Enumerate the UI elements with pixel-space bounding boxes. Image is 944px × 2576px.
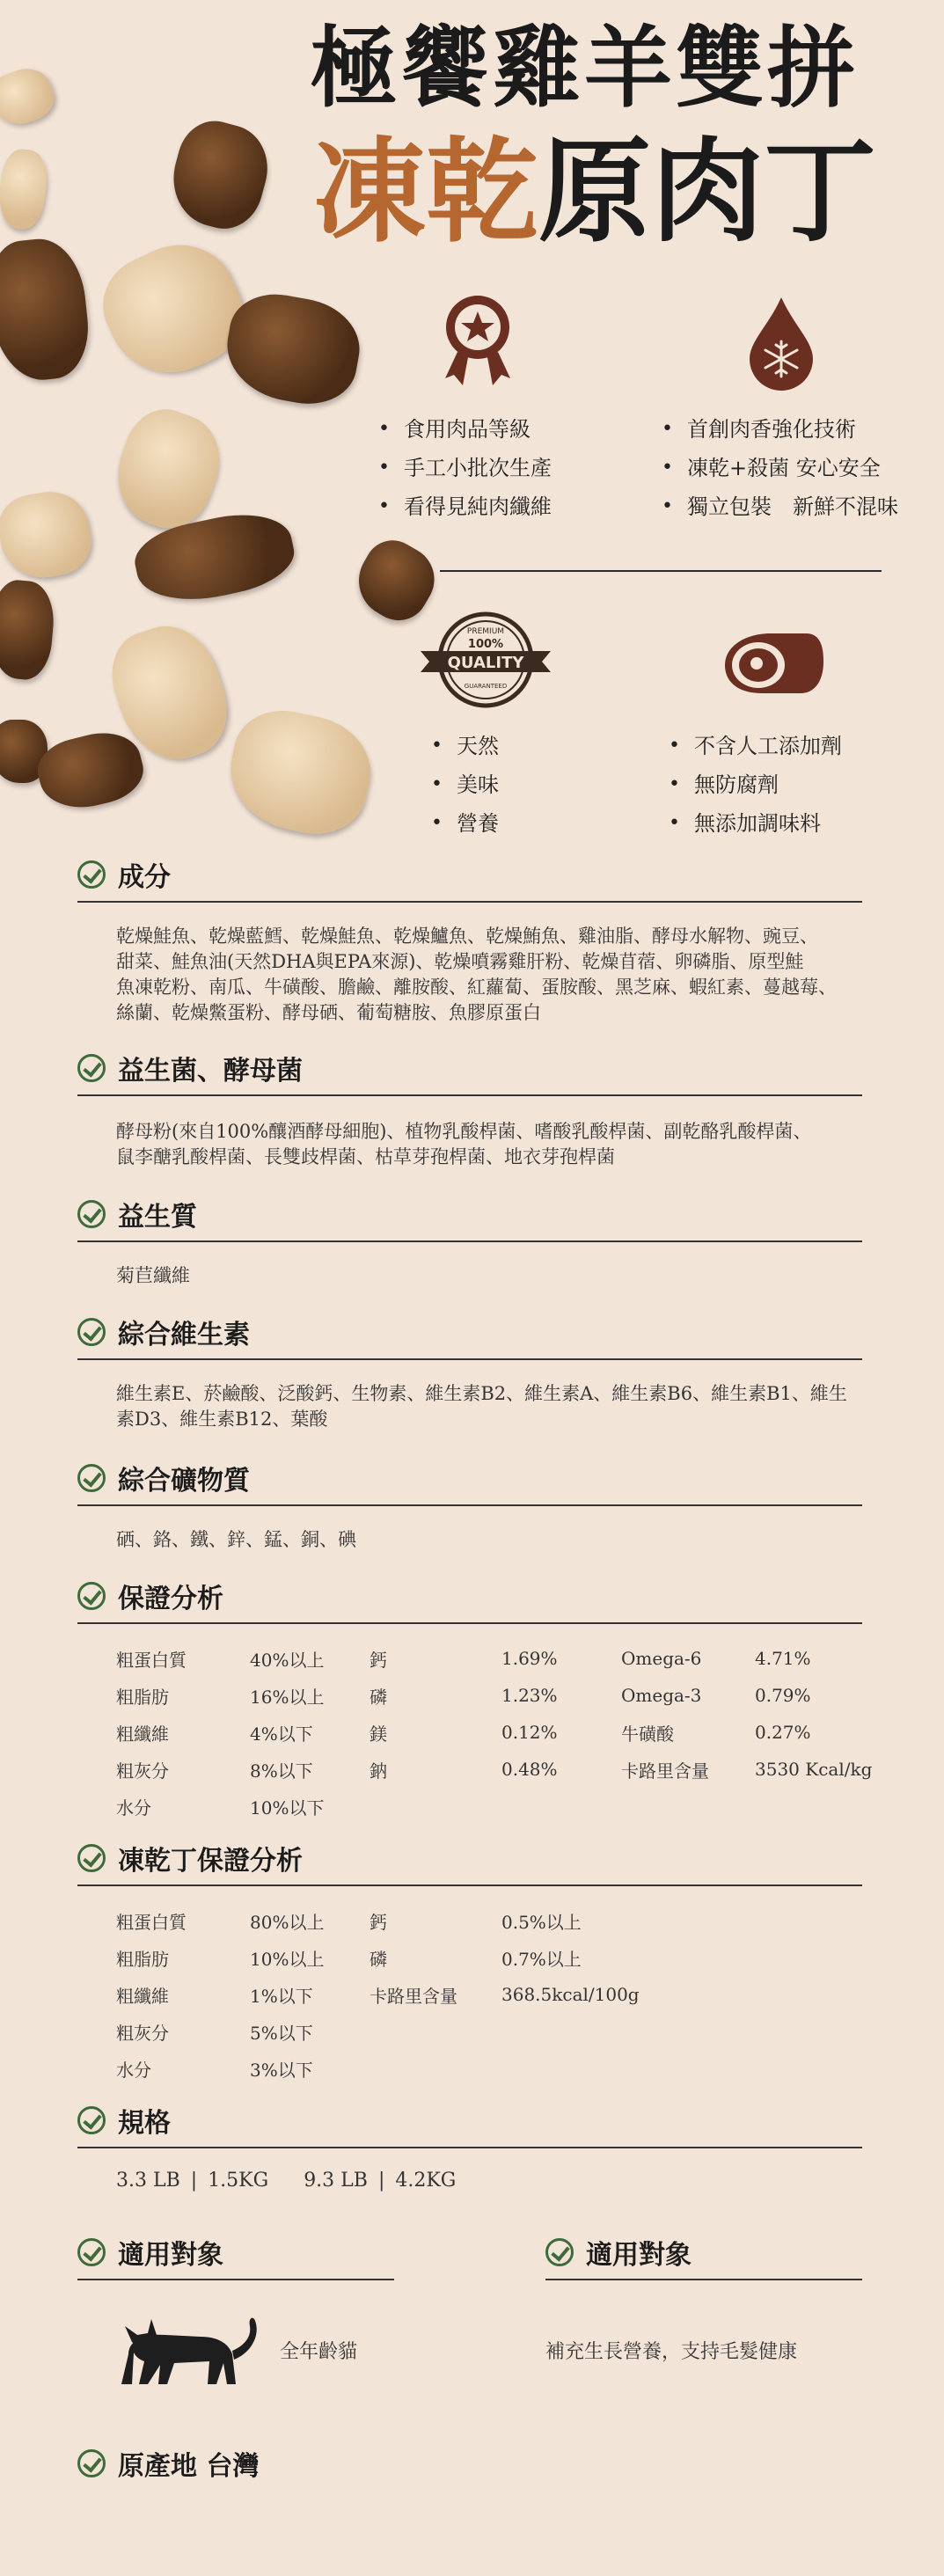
- quality-badge-icon: [417, 609, 554, 714]
- table-cell: 卡路里含量: [370, 1985, 457, 2007]
- section-vitamins-header: [77, 1313, 862, 1360]
- feature-item: • 看得見純肉纖維: [378, 487, 552, 526]
- check-circle-icon: [77, 860, 106, 889]
- table-cell: 牛磺酸: [621, 1723, 674, 1745]
- table-cell: 粗蛋白質: [116, 1649, 187, 1671]
- section-target-left-header: [77, 2233, 394, 2280]
- feature-list-right: [662, 410, 898, 526]
- spec-item: 9.3 LB: [304, 2170, 368, 2192]
- guaranteed-analysis-table: [116, 1640, 887, 1825]
- table-row: [116, 1751, 887, 1788]
- table-cell: 鈉: [370, 1760, 387, 1782]
- title-accent: 凍乾: [313, 126, 539, 258]
- text-line: 素D3、維生素B12、葉酸: [116, 1409, 328, 1430]
- table-cell: 磷: [370, 1948, 387, 1970]
- text-line: 絲蘭、乾燥鱉蛋粉、酵母硒、葡萄糖胺、魚膠原蛋白: [116, 1002, 541, 1023]
- table-cell: [755, 1788, 887, 1825]
- feature2-item: • 美味: [431, 765, 499, 804]
- table-cell: 4.71%: [755, 1648, 811, 1669]
- table-cell: [501, 1788, 621, 1825]
- table-cell: 0.48%: [501, 1759, 558, 1780]
- table-row: [116, 1677, 887, 1714]
- section-probiotics-header: [77, 1049, 862, 1096]
- text-line: 酵母粉(來自100%釀酒酵母細胞)、植物乳酸桿菌、嗜酸乳酸桿菌、副乾酪乳酸桿菌、: [116, 1121, 812, 1142]
- section-title: 益生菌、酵母菌: [118, 1056, 303, 1087]
- ingredients-text: [116, 924, 864, 1026]
- section-title: 原產地 台灣: [118, 2451, 260, 2482]
- spec-sizes: 3.3 LB | 1.5KG 9.3 LB | 4.2KG: [116, 2170, 457, 2192]
- spec-item: 1.5KG: [208, 2170, 269, 2192]
- spec-item: 3.3 LB: [116, 2170, 180, 2192]
- feature-item: • 首創肉香強化技術: [662, 410, 898, 449]
- check-circle-icon: [77, 2106, 106, 2134]
- table-cell: 粗纖維: [116, 1985, 169, 2007]
- table-cell: 3530 Kcal/kg: [755, 1759, 873, 1780]
- feature-divider: [440, 570, 882, 572]
- table-cell: [370, 2050, 501, 2087]
- check-circle-icon: [77, 1318, 106, 1346]
- table-row: [116, 2013, 677, 2050]
- check-circle-icon: [77, 1200, 106, 1228]
- check-circle-icon: [77, 1464, 106, 1492]
- table-row: [116, 1640, 887, 1677]
- table-cell: 粗灰分: [116, 1760, 169, 1782]
- table-cell: 0.7%以上: [501, 1948, 582, 1970]
- text-line: 硒、鉻、鐵、鋅、錳、銅、碘: [116, 1529, 356, 1550]
- product-title-line1: 極饗雞羊雙拼: [310, 16, 859, 120]
- snowflake-drop-icon: [746, 296, 816, 391]
- feature-item: • 凍乾+殺菌 安心安全: [662, 449, 898, 487]
- minerals-text: [116, 1527, 864, 1553]
- table-cell: 水分: [116, 1797, 151, 1819]
- prebiotics-text: [116, 1263, 864, 1289]
- table-cell: 卡路里含量: [621, 1760, 709, 1782]
- badge-top-text: PREMIUM: [466, 627, 505, 636]
- text-line: 維生素E、菸鹼酸、泛酸鈣、生物素、維生素B2、維生素A、維生素B6、維生素B1、維生: [116, 1383, 847, 1404]
- table-cell: 4%以下: [250, 1723, 313, 1745]
- text-line: 鼠李醣乳酸桿菌、長雙歧桿菌、枯草芽孢桿菌、地衣芽孢桿菌: [116, 1146, 615, 1167]
- table-cell: [370, 2013, 501, 2050]
- feature2-item: • 無防腐劑: [669, 765, 842, 804]
- award-medal-icon: [438, 290, 517, 389]
- badge-main-text: QUALITY: [447, 654, 524, 672]
- feature-item: • 獨立包裝 新鮮不混味: [662, 487, 898, 526]
- table-cell: 粗灰分: [116, 2022, 169, 2044]
- check-circle-icon: [545, 2238, 574, 2266]
- product-title-line2: [313, 126, 877, 258]
- text-line: 乾燥鮭魚、乾燥藍鱈、乾燥鮭魚、乾燥鱸魚、乾燥鮪魚、雞油脂、酵母水解物、豌豆、: [116, 926, 818, 947]
- title-rest: 原肉丁: [538, 126, 877, 258]
- table-cell: Omega-3: [621, 1685, 702, 1706]
- freeze-dried-analysis-table: [116, 1902, 677, 2087]
- feature2-list-right: [669, 727, 842, 843]
- section-title: 凍乾丁保證分析: [118, 1846, 303, 1877]
- table-cell: 80%以上: [250, 1911, 325, 1933]
- table-cell: 0.12%: [501, 1722, 558, 1743]
- table-cell: [501, 2013, 677, 2050]
- text-line: 魚凍乾粉、南瓜、牛磺酸、膽鹼、離胺酸、紅蘿蔔、蛋胺酸、黑芝麻、蝦紅素、蔓越莓、: [116, 977, 837, 998]
- table-row: [116, 1939, 677, 1976]
- table-cell: 1.69%: [501, 1648, 558, 1669]
- check-circle-icon: [77, 2449, 106, 2477]
- check-circle-icon: [77, 2238, 106, 2266]
- table-cell: 40%以上: [250, 1649, 325, 1671]
- table-row: [116, 1714, 887, 1751]
- table-cell: 0.5%以上: [501, 1911, 582, 1933]
- feature-item: • 手工小批次生產: [378, 449, 552, 487]
- table-cell: 0.79%: [755, 1685, 811, 1706]
- table-cell: 水分: [116, 2059, 151, 2081]
- table-cell: 368.5kcal/100g: [501, 1984, 640, 2005]
- text-line: 菊苣纖維: [116, 1265, 190, 1286]
- section-analysis-header: [77, 1577, 862, 1624]
- table-cell: [370, 1788, 501, 1825]
- table-cell: 8%以下: [250, 1760, 313, 1782]
- check-circle-icon: [77, 1582, 106, 1610]
- table-cell: 3%以下: [250, 2059, 313, 2081]
- text-line: 甜菜、鮭魚油(天然DHA與EPA來源)、乾燥噴霧雞肝粉、乾燥苜蓿、卵磷脂、原型鮭: [116, 951, 804, 972]
- table-cell: 粗脂肪: [116, 1686, 169, 1708]
- table-cell: 粗纖維: [116, 1723, 169, 1745]
- table-cell: 0.27%: [755, 1722, 811, 1743]
- feature2-item: • 不含人工添加劑: [669, 727, 842, 765]
- table-cell: 5%以下: [250, 2022, 313, 2044]
- feature-list-left: [378, 410, 552, 526]
- table-row: [116, 2050, 677, 2087]
- section-prebiotics-header: [77, 1195, 862, 1242]
- table-row: [116, 1976, 677, 2013]
- feature2-list-left: [431, 727, 499, 843]
- section-origin-header: [77, 2444, 862, 2490]
- section-target-right-header: [545, 2233, 862, 2280]
- feature2-item: • 營養: [431, 804, 499, 843]
- table-cell: 1%以下: [250, 1985, 313, 2007]
- table-cell: 粗脂肪: [116, 1948, 169, 1970]
- section-title: 綜合維生素: [118, 1320, 250, 1350]
- section-fd-analysis-header: [77, 1839, 862, 1886]
- feature-item: • 食用肉品等級: [378, 410, 552, 449]
- table-cell: [621, 1788, 755, 1825]
- table-cell: 粗蛋白質: [116, 1911, 187, 1933]
- section-title: 成分: [118, 862, 171, 893]
- feature2-item: • 天然: [431, 727, 499, 765]
- section-title: 適用對象: [586, 2240, 692, 2271]
- feature2-item: • 無添加調味料: [669, 804, 842, 843]
- table-row: [116, 1788, 887, 1825]
- target-right-text: 補充生長營養，支持毛髮健康: [545, 2341, 798, 2363]
- target-left-text: 全年齡貓: [280, 2341, 358, 2363]
- probiotics-text: [116, 1119, 864, 1170]
- table-row: [116, 1902, 677, 1939]
- section-title: 綜合礦物質: [118, 1466, 250, 1497]
- section-ingredients-header: [77, 855, 862, 903]
- table-cell: 鈣: [370, 1911, 387, 1933]
- ham-icon: [718, 626, 827, 700]
- section-title: 規格: [118, 2108, 171, 2139]
- table-cell: 10%以上: [250, 1948, 325, 1970]
- vitamins-text: [116, 1381, 864, 1432]
- check-circle-icon: [77, 1054, 106, 1082]
- check-circle-icon: [77, 1844, 106, 1872]
- badge-bottom-text: GUARANTEED: [464, 683, 508, 690]
- table-cell: Omega-6: [621, 1648, 702, 1669]
- table-cell: 磷: [370, 1686, 387, 1708]
- section-title: 保證分析: [118, 1584, 223, 1614]
- table-cell: 鈣: [370, 1649, 387, 1671]
- table-cell: 1.23%: [501, 1685, 558, 1706]
- table-cell: 10%以下: [250, 1797, 325, 1819]
- section-spec-header: [77, 2101, 862, 2148]
- badge-mid-text: 100%: [467, 638, 504, 651]
- table-cell: [501, 2050, 677, 2087]
- table-cell: 鎂: [370, 1723, 387, 1745]
- cat-silhouette-icon: [113, 2310, 260, 2389]
- section-title: 適用對象: [118, 2240, 223, 2271]
- table-cell: 16%以上: [250, 1686, 325, 1708]
- section-title: 益生質: [118, 1202, 197, 1233]
- spec-item: 4.2KG: [395, 2170, 457, 2192]
- section-minerals-header: [77, 1459, 862, 1506]
